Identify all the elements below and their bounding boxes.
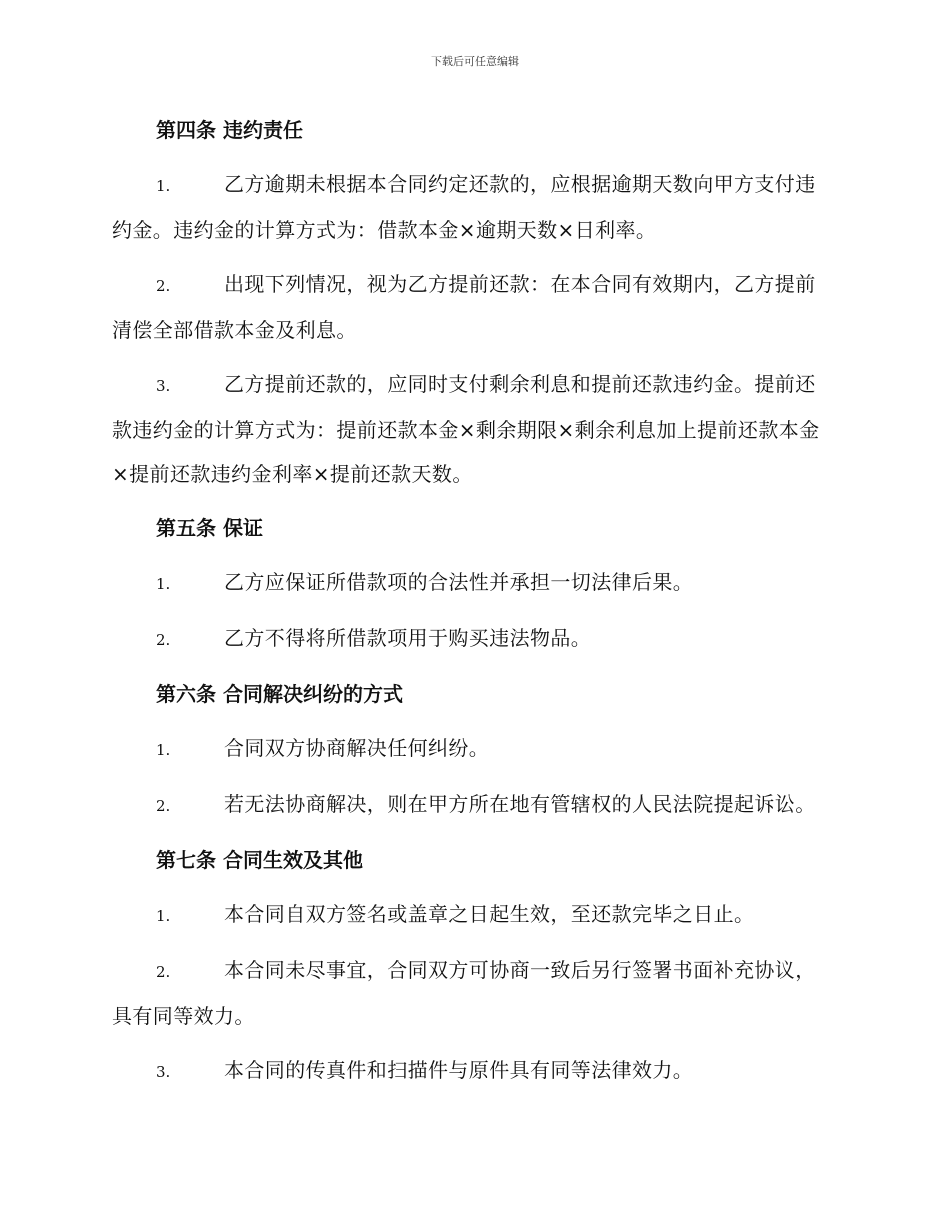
clause-number: 2.	[156, 631, 171, 649]
clause-number: 3.	[156, 377, 171, 395]
clause-4-1	[112, 162, 834, 252]
clause-7-1	[112, 892, 834, 938]
clause-number: 1.	[156, 575, 171, 593]
clause-text: 乙方逾期未根据本合同约定还款的，应根据逾期天数向甲方支付违约金。违约金的计算方式为：借款本金×逾期天数×日利率。	[112, 172, 816, 242]
clause-text: 乙方应保证所借款项的合法性并承担一切法律后果。	[224, 570, 694, 594]
clause-5-1	[112, 560, 834, 606]
section-title-5: 第五条 保证	[156, 516, 263, 540]
clause-6-1	[112, 726, 834, 772]
clause-number: 2.	[156, 277, 171, 295]
clause-text: 本合同的传真件和扫描件与原件具有同等法律效力。	[224, 1058, 694, 1082]
section-title-7: 第七条 合同生效及其他	[156, 848, 363, 872]
section-title-6: 第六条 合同解决纠纷的方式	[156, 682, 403, 706]
clause-4-3	[112, 362, 834, 496]
clause-number: 1.	[156, 907, 171, 925]
clause-text: 出现下列情况，视为乙方提前还款：在本合同有效期内，乙方提前清偿全部借款本金及利息。	[112, 272, 816, 342]
clause-7-2	[112, 948, 834, 1038]
clause-text: 合同双方协商解决任何纠纷。	[224, 736, 490, 760]
clause-number: 3.	[156, 1063, 171, 1081]
clause-text: 本合同自双方签名或盖章之日起生效，至还款完毕之日止。	[224, 902, 755, 926]
header-note: 下载后可任意编辑	[431, 55, 519, 68]
clause-5-2	[112, 616, 834, 662]
document-body	[112, 108, 834, 1104]
clause-4-2	[112, 262, 834, 352]
clause-number: 2.	[156, 963, 171, 981]
clause-6-2	[112, 782, 834, 828]
clause-text: 乙方不得将所借款项用于购买违法物品。	[224, 626, 592, 650]
clause-number: 2.	[156, 797, 171, 815]
clause-number: 1.	[156, 177, 171, 195]
section-title-4: 第四条 违约责任	[156, 118, 303, 142]
clause-text: 本合同未尽事宜，合同双方可协商一致后另行签署书面补充协议，具有同等效力。	[112, 958, 816, 1028]
clause-text: 若无法协商解决，则在甲方所在地有管辖权的人民法院提起诉讼。	[224, 792, 816, 816]
clause-number: 1.	[156, 741, 171, 759]
clause-text: 乙方提前还款的，应同时支付剩余利息和提前还款违约金。提前还款违约金的计算方式为：提前还款本金×剩余期限×剩余利息加上提前还款本金×提前还款违约金利率×提前还款天数。	[112, 372, 820, 486]
clause-7-3	[112, 1048, 834, 1094]
